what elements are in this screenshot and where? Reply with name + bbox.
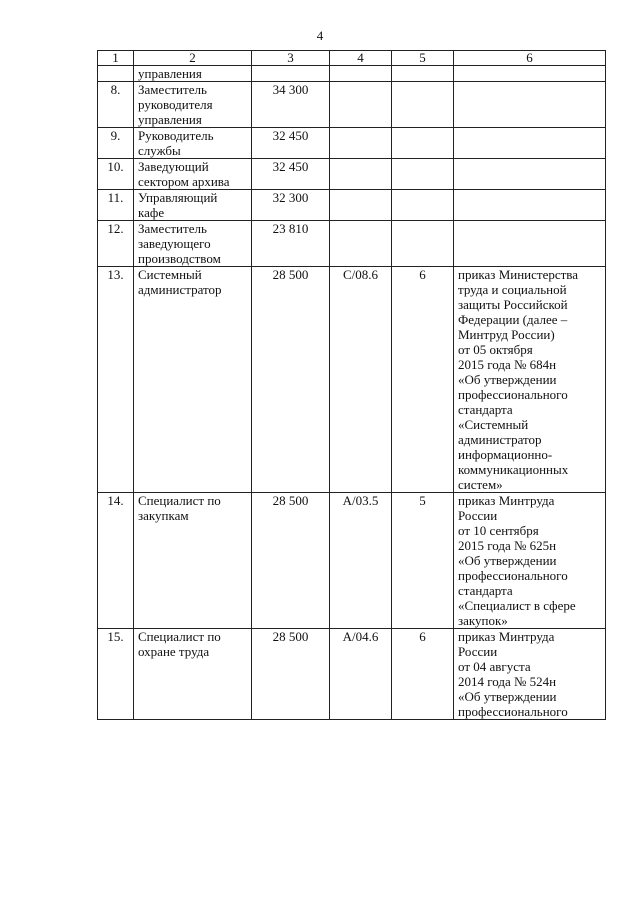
- position-name: Специалист по охране труда: [134, 629, 252, 720]
- page-number: 4: [316, 28, 324, 43]
- position-name: Заместитель заведующего производством: [134, 221, 252, 267]
- header-cell: 5: [392, 51, 454, 66]
- table-row: [98, 221, 606, 267]
- row-number: 14.: [98, 493, 134, 629]
- row-number: [98, 66, 134, 82]
- function-code: [330, 221, 392, 267]
- qualification-level: 5: [392, 493, 454, 629]
- qualification-level: [392, 159, 454, 190]
- row-number: 15.: [98, 629, 134, 720]
- header-cell: 2: [134, 51, 252, 66]
- qualification-level: 6: [392, 267, 454, 493]
- qualification-level: [392, 221, 454, 267]
- function-code: [330, 190, 392, 221]
- header-cell: 1: [98, 51, 134, 66]
- standard-reference: [454, 159, 606, 190]
- qualification-level: [392, 66, 454, 82]
- position-name: Руководитель службы: [134, 128, 252, 159]
- standard-reference: приказ Министерства труда и социальной защиты Российской Федерации (далее – Минтруд России) от 05 октября 2015 года № 684н «Об утверждении профессионального стандарта «Системный администратор информационно- коммуникационных систем»: [454, 267, 606, 493]
- header-cell: 3: [252, 51, 330, 66]
- table-row: [98, 190, 606, 221]
- salary-amount: [252, 66, 330, 82]
- salary-amount: 23 810: [252, 221, 330, 267]
- standard-reference: [454, 66, 606, 82]
- salary-amount: 28 500: [252, 629, 330, 720]
- table-row: [98, 128, 606, 159]
- table-row: [98, 267, 606, 493]
- qualification-level: [392, 128, 454, 159]
- salary-amount: 32 300: [252, 190, 330, 221]
- standard-reference: [454, 221, 606, 267]
- position-name: Управляющий кафе: [134, 190, 252, 221]
- salary-amount: 28 500: [252, 267, 330, 493]
- function-code: С/08.6: [330, 267, 392, 493]
- row-number: 8.: [98, 82, 134, 128]
- row-number: 12.: [98, 221, 134, 267]
- position-name: Заместитель руководителя управления: [134, 82, 252, 128]
- standard-reference: [454, 190, 606, 221]
- standard-reference: [454, 128, 606, 159]
- row-number: 13.: [98, 267, 134, 493]
- header-cell: 6: [454, 51, 606, 66]
- position-name: Специалист по закупкам: [134, 493, 252, 629]
- header-cell: 4: [330, 51, 392, 66]
- salary-amount: 32 450: [252, 159, 330, 190]
- qualification-level: [392, 82, 454, 128]
- standard-reference: приказ Минтруда России от 10 сентября 2015 года № 625н «Об утверждении профессионального стандарта «Специалист в сфере закупок»: [454, 493, 606, 629]
- table-header-row: [98, 51, 606, 66]
- staff-table: [97, 50, 606, 720]
- row-number: 10.: [98, 159, 134, 190]
- function-code: [330, 66, 392, 82]
- salary-amount: 34 300: [252, 82, 330, 128]
- qualification-level: 6: [392, 629, 454, 720]
- function-code: А/03.5: [330, 493, 392, 629]
- standard-reference: приказ Минтруда России от 04 августа 2014 года № 524н «Об утверждении профессионального: [454, 629, 606, 720]
- salary-amount: 28 500: [252, 493, 330, 629]
- row-number: 9.: [98, 128, 134, 159]
- table-row: [98, 82, 606, 128]
- function-code: [330, 159, 392, 190]
- row-number: 11.: [98, 190, 134, 221]
- function-code: [330, 128, 392, 159]
- table-row: [98, 66, 606, 82]
- standard-reference: [454, 82, 606, 128]
- position-name: Заведующий сектором архива: [134, 159, 252, 190]
- table-row: [98, 629, 606, 720]
- position-name: управления: [134, 66, 252, 82]
- table-row: [98, 159, 606, 190]
- function-code: А/04.6: [330, 629, 392, 720]
- qualification-level: [392, 190, 454, 221]
- table-row: [98, 493, 606, 629]
- position-name: Системный администратор: [134, 267, 252, 493]
- function-code: [330, 82, 392, 128]
- salary-amount: 32 450: [252, 128, 330, 159]
